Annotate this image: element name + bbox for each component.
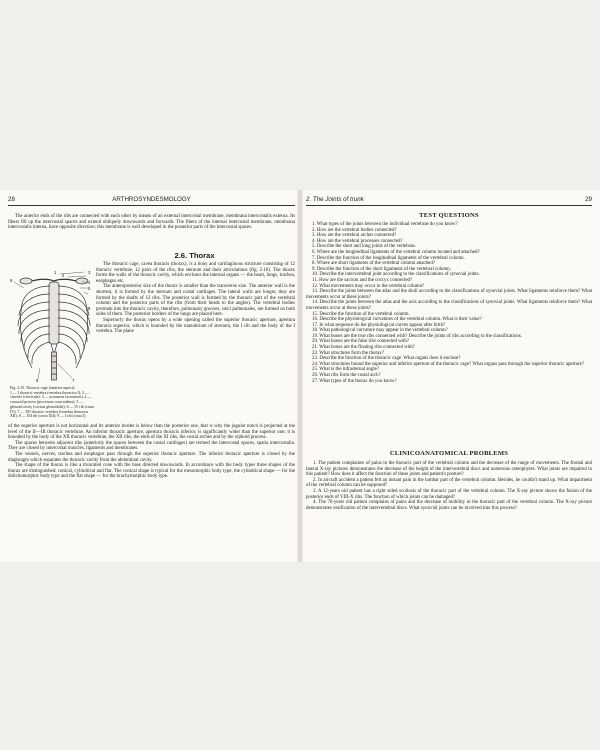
figure-label-8: 8	[36, 378, 39, 383]
question-item: 7. Describe the function of the longitudinal ligaments of the vertebral column.	[312, 255, 465, 261]
question-item: 22. What structures form the thorax?	[312, 350, 384, 356]
clinical-problems-title: CLINICOANATOMICAL PROBLEMS	[389, 450, 509, 457]
question-item: 11. How are the sacrum and the coccyx connected?	[312, 277, 413, 283]
figure-label-7: 7	[72, 378, 75, 383]
bottom-paragraph: The spaces between adjacent ribs (anteriorly the spaces between the costal cartilages) are termed the intercostal spaces, spatia intercostalia. They are closed by intercostal muscles, ligaments and membranes.	[8, 440, 295, 452]
case-item: 4. The 70-years old patient complains of pains and the decrease of mobility in the thoracic part of the vertebral column. The X-ray picture demonstrates ossification of the intervertebral discs. What synovial joints can be involved into this process?	[306, 500, 592, 511]
question-item: 18. What pathological curvature may appear in the vertebral column?	[312, 328, 448, 334]
question-item: 14. Describe the joints between the atlas and the axis according to the classifications of synovial joints. What ligaments reinforce them? What movements occur at these joints?	[306, 300, 592, 311]
figure-label-6: 6	[88, 306, 91, 311]
question-item: 27. What types of the thorax do you know?	[312, 378, 397, 384]
left-running-title: ARTHROSYNDESMOLOGY	[112, 196, 191, 203]
question-item: 4. How are the vertebral processes connected?	[312, 238, 403, 244]
question-item: 15. Describe the function of the vertebral column.	[312, 311, 410, 317]
wrap-paragraph: The anteroposterior size of the thorax is smaller than the transverse size. The anterior wall is the shortest, it is formed by the sternum and costal cartilages. The lateral walls are longer, they are formed by the shafts of 12 ribs. The posterior wall is formed by the thoracic part of the vertebral column and the posterior parts of the ribs (from their heads to the angles). The vertebral bodies protrude into the thoracic cavity, therefore, pulmonary grooves, sulci pulmonales, are formed on both sides of them. The posterior borders of the lungs are placed here.	[96, 284, 295, 318]
book-spread	[0, 190, 600, 562]
question-item: 23. Describe the function of the thoracic cage. What organs does it enclose?	[312, 356, 461, 362]
caption-title: Fig. 2.10. Thoracic cage (anterior aspect):	[10, 386, 76, 390]
question-item: 9. Describe the function of the short ligaments of the vertebral column.	[312, 266, 451, 272]
wrap-paragraph: The thoracic cage, cavea thoracis (thorax), is a bony and cartilaginous structure consisting of 12 thoracic vertebrae, 12 pairs of the ribs, the sternum and their articulations (fig. 2.10). The thorax forms the walls of the thoracic cavity, which encloses the internal organs — the heart, lungs, trachea, esophagus etc.	[96, 262, 295, 284]
bottom-paragraph: The shape of the thorax is like a truncated cone with the base directed downwards. In accordance with the body types three shapes of the thorax are distinguished: conical, cylindrical and flat. The conical shape is typical for the mesomorphic body type, the cylindrical shape — for the dolichomorphic body type and the flat shape — for the brachymorphic body type.	[8, 463, 295, 480]
question-item: 16. Describe the physiological curvatures of the vertebral column. What is their value?	[312, 317, 482, 323]
case-item: 1. The patient complaines of pains in the thoracic part of the vertebral column and the decrease of the range of movements. The frontal and lateral X-ray pictures demonstrates the decrease of the height of the intervertebral discs and numerous osteophytes. What joints are impaired in this patient? How does it affect the function of these joints and patient's posture?	[306, 461, 592, 478]
figure-label-1: 1	[54, 270, 57, 275]
question-item: 3. How are the vertebral arches connected?	[312, 233, 397, 239]
case-item: 3. A 12-years old patient has a right sided scoliosis of the thoracic part of the vertebral column. The X-ray picture shows the fusion of the posterior ends of VIII-X ribs. The function of which joints can be damaged?	[306, 488, 592, 500]
section-title: 2.6. Thorax	[174, 251, 215, 260]
figure-label-3: 3	[88, 270, 91, 275]
figure-label-2: 2	[62, 273, 65, 278]
clinical-cases-list	[306, 461, 592, 511]
figure-label-5: 5	[88, 286, 91, 291]
left-running-head	[8, 196, 295, 206]
question-item: 19. What bones are the true ribs connected with? Describe the joints of ribs according to the classifications.	[312, 333, 523, 339]
intro-paragraph: The anterior ends of the ribs are connected with each other by means of an external intercostal membrane, membrana intercostalis externa. Its fibers fill up the intercostal spaces and extend obliquely downwards and forwards. The fibers of the internal intercostal membrane, membrana intercostalis interna, have opposite direction; this membrane is well developed in the posterior parts of the intercostal spaces.	[8, 214, 295, 231]
question-item: 13. Describe the joints between the atlas and the skull according to the classifications of synovial joints. What ligaments reinforce them? What movements occur at these joints?	[306, 289, 592, 300]
question-item: 17. In what sequence do the physiological curves appear after birth?	[312, 322, 446, 328]
caption-text: 1 — I thoracic vertebra (vertebra thoracica I); 2 — clavicle (clavicula); 3 — acromion (acromion); 4 — coracoid process (processus coracoideus); 5 — glenoid cavity (cavitas glenoidalis); 6 — IV rib (costa IV); 7 — XII thoracic vertebra (vertebra thoracica XII); 8 — XII rib (costa XII); 9 — I rib (costa I)	[10, 390, 94, 419]
question-item: 6. Where are the longitudinal ligaments of the vertebral column located and attached?	[312, 249, 480, 255]
bottom-paragraph: of the superior aperture is not horizontal and its anterior border is below than the posterior one, that is why the jugular notch is projected at the level of the II—III thoracic vertebrae. An inferior thoracic aperture, apertura thoracis inferior, is significantly wider than the superior one; it is bounded by the body of the XII thoracic vertebrae, the XII ribs, the ends of the XI ribs, the costal arches and by the xiphoid process.	[8, 424, 295, 441]
bottom-paragraph: The vessels, nerves, trachea and esophagus pass through the superior thoracic aperture. The inferior thoracic aperture is closed by the diaphragm which separates the thoracic cavity from the abdominal cavity.	[8, 451, 295, 463]
question-item: 2. How are the vertebral bodies connected?	[312, 227, 397, 233]
wrap-paragraph: Superiorly the thorax opens by a wide opening called the superior thoracic aperture, apertura thoracis superior, which is bounded by the manubrium of sternum, the I rib and the body of the I vertebra. The plane	[96, 317, 295, 335]
right-running-title: 2. The Joints of trunk	[306, 196, 364, 203]
question-item: 24. What structures bound the superior and inferior aperture of the thoracic cage? What organs pass through the superior thoracic aperture?	[312, 361, 585, 367]
bottom-text	[8, 424, 295, 480]
right-running-head	[306, 196, 592, 206]
question-item: 8. Where are short ligaments of the vertebral column attached?	[312, 261, 435, 267]
right-page	[306, 190, 592, 562]
left-page	[8, 190, 295, 562]
question-item: 25. What is the infrasternal angle?	[312, 367, 379, 373]
figure-caption	[10, 386, 94, 419]
question-item: 21. What bones are the floating ribs connected with?	[312, 345, 415, 351]
question-item: 26. What ribs form the costal arch?	[312, 373, 381, 379]
right-page-number: 29	[585, 196, 592, 203]
thoracic-cage-illustration	[10, 268, 92, 384]
wrap-column	[96, 262, 295, 335]
intro-block	[8, 214, 295, 231]
question-item: 20. What bones are the false ribs connected with?	[312, 339, 410, 345]
question-item: 5. Describe the short and long joints of the vertebrae.	[312, 244, 416, 250]
book-gutter	[297, 190, 303, 562]
case-item: 2. In aircraft accident a patient felt an instant pain in the lumbar part of the vertebral column. Besides, he couldn't stand up. What impairment of the vertebral column can be supposed?	[306, 477, 592, 489]
question-item: 10. Describe the intervertebral joint according to the classifications of synovial joints.	[312, 272, 480, 278]
left-page-number: 28	[8, 196, 15, 203]
test-questions-title: TEST QUESTIONS	[419, 212, 479, 219]
test-questions-list	[306, 222, 592, 384]
figure-label-9: 9	[10, 278, 13, 283]
figure-label-4: 4	[88, 280, 91, 285]
thoracic-cage-figure	[10, 268, 92, 384]
question-item: 12. What movements may occur in the vertebral column?	[312, 283, 425, 289]
question-item: 1. What types of the joints between the individual vertebrae do you know?	[312, 222, 458, 227]
